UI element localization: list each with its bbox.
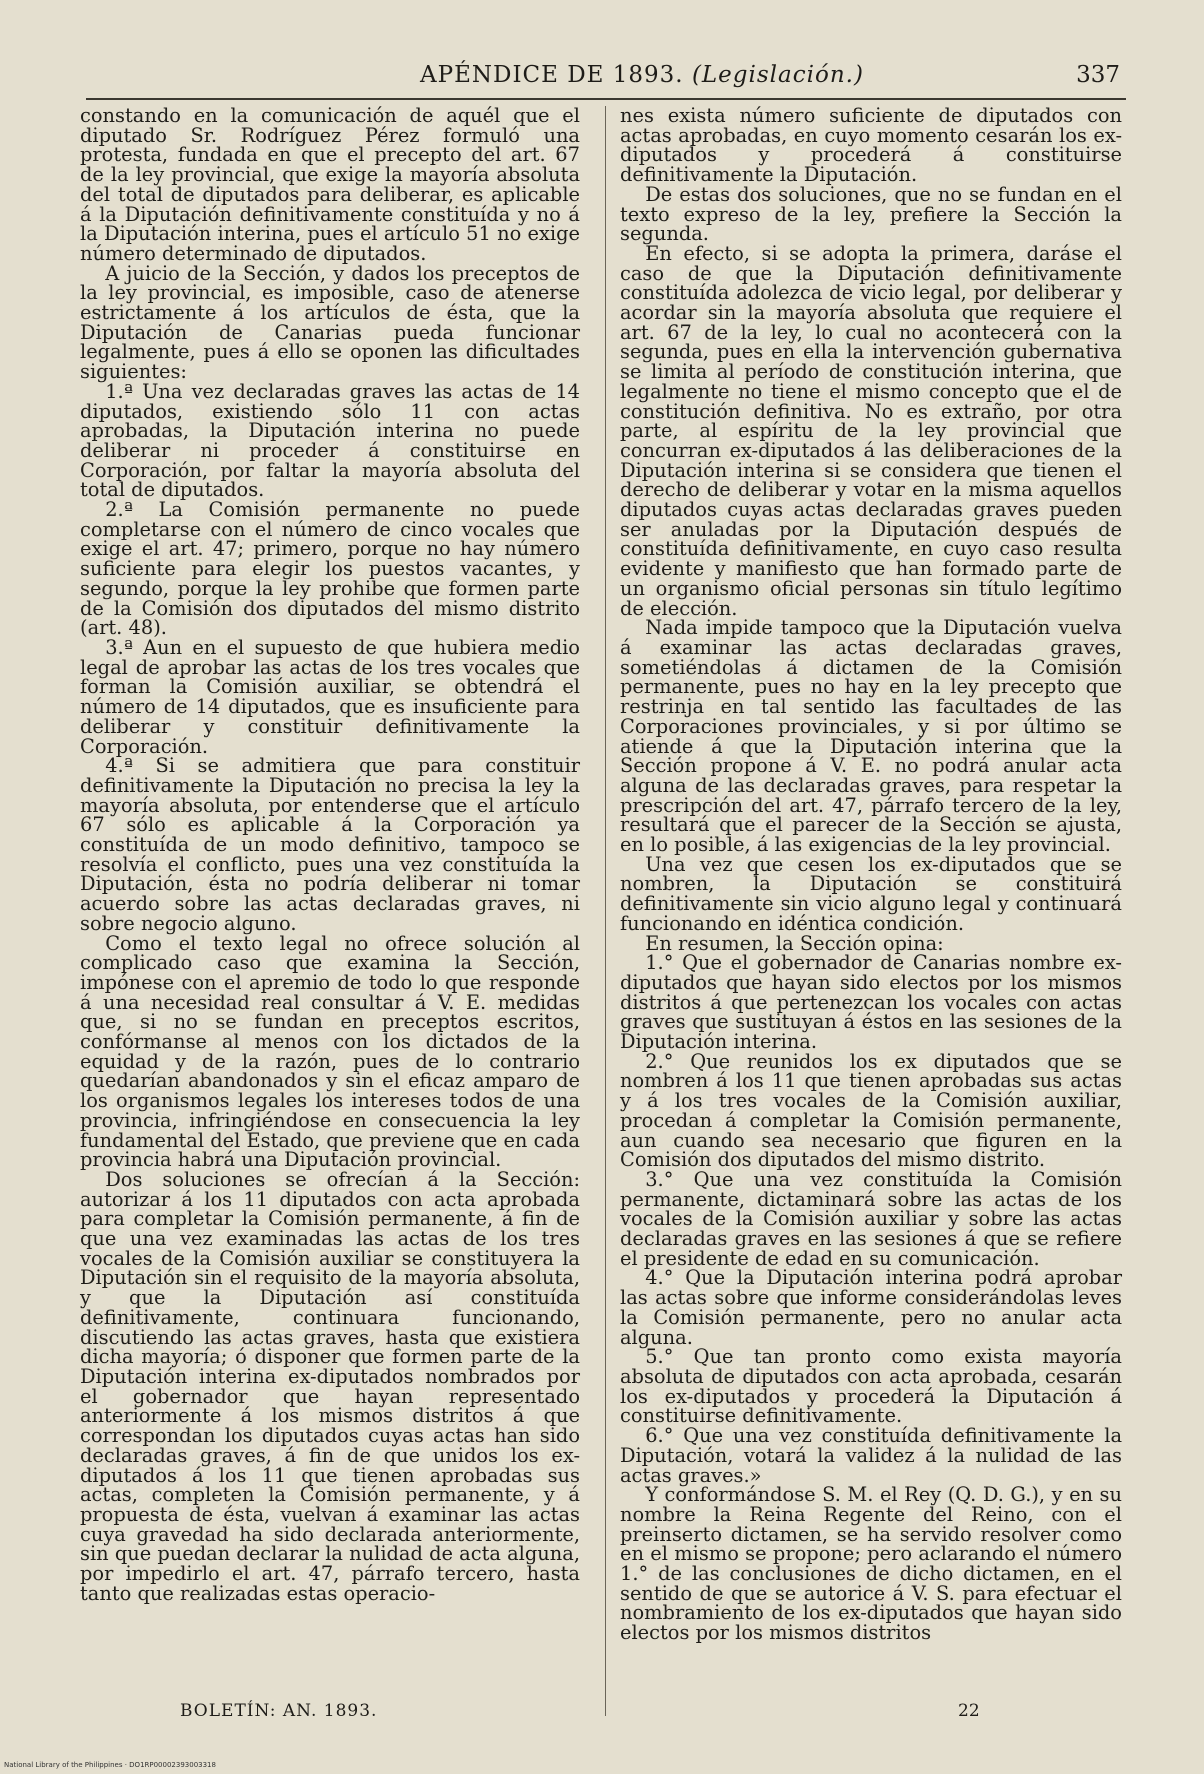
paragraph: 5.° Que tan pronto como exista mayoría absoluta de diputados con acta aprobada, cesarán los ex-diputados y procederá la Diputación á constituirse definitivamente.: [620, 1345, 1122, 1428]
library-watermark: National Library of the Philippines · DO1RP00002393003318: [4, 1761, 216, 1769]
page-header: [80, 62, 1120, 92]
paragraph: Una vez que cesen los ex-diputados que se nombren, la Diputación se constituirá definitivamente sin vicio alguno legal y continuará funcionando en idéntica condición.: [620, 852, 1122, 935]
footer-sheet-number: 22: [958, 1701, 980, 1721]
paragraph: 4.ª Si se admitiera que para constituir definitivamente la Diputación no precisa la ley la mayoría absoluta, por entenderse que el artículo 67 sólo es aplicable á la Corporación ya constituída de un modo definitivo, tampoco se resolvía el conflicto, pues una vez constituída la Diputación, ésta no podría deliberar ni tomar acuerdo sobre las actas declaradas graves, ni sobre negocio alguno.: [80, 754, 580, 935]
running-head-title: APÉNDICE DE 1893.: [420, 62, 684, 88]
paragraph: Nada impide tampoco que la Diputación vuelva á examinar las actas declaradas graves, sometiéndolas á dictamen de la Comisión permanente, pues no hay en la ley precepto que restrinja en tal sentido las facultades de las Corporaciones provinciales, y si por último se atiende á que la Diputación interina que la Sección propone á V. E. no podrá anular acta alguna de las declaradas graves, para respetar la prescripción del art. 47, párrafo tercero de la ley, resultará que el parecer de la Sección se ajusta, en lo posible, á las exigencias de la ley provincial.: [620, 616, 1122, 857]
running-head: [420, 62, 864, 88]
paragraph: A juicio de la Sección, y dados los preceptos de la ley provincial, es imposible, caso de atenerse estrictamente á los artículos de ésta, que la Diputación de Canarias pueda funcionar legalmente, pues á ello se oponen las dificultades siguientes:: [80, 261, 580, 384]
paragraph: 4.° Que la Diputación interina podrá aprobar las actas sobre que informe considerándolas leves la Comisión permanente, pero no anular acta alguna.: [620, 1266, 1122, 1349]
paragraph: En efecto, si se adopta la primera, daráse el caso de que la Diputación definitivamente constituída adolezca de vicio legal, por deliberar y acordar sin la mayoría absoluta que requiere el art. 67 de la ley, lo cual no acontecerá con la segunda, pues en ella la intervención gubernativa se limita al período de constitución interina, que legalmente no tiene el mismo concepto que el de constitución definitiva. No es extraño, por otra parte, al espíritu de la ley provincial que concurran ex-diputados á las deliberaciones de la Diputación interina si se considera que tienen el derecho de deliberar y votar en la misma aquellos diputados cuyas actas declaradas graves pueden ser anuladas por la Diputación después de constituída definitivamente, en cuyo caso resulta evidente y manifiesto que han formado parte de un organismo oficial personas sin título legítimo de elección.: [620, 241, 1122, 620]
paragraph: 2.° Que reunidos los ex diputados que se nombren á los 11 que tienen aprobadas sus actas y á los tres vocales de la Comisión auxiliar, procedan á completar la Comisión permanente, aun cuando sea necesario que figuren en la Comisión dos diputados del mismo distrito.: [620, 1049, 1122, 1172]
paragraph: Como el texto legal no ofrece solución al complicado caso que examina la Sección, impónese con el apremio de todo lo que responde á una necesidad real consultar á V. E. medidas que, si no se fundan en preceptos escritos, confórmanse al menos con los dictados de la equidad y de la razón, pues de lo contrario quedarían abandonados y sin el eficaz amparo de los organismos legales los intereses todos de una provincia, infringiéndose en consecuencia la ley fundamental del Estado, que previene que en cada provincia habrá una Diputación provincial.: [80, 931, 580, 1172]
running-head-section: (Legislación.): [691, 62, 864, 88]
paragraph: 2.ª La Comisión permanente no puede completarse con el número de cinco vocales que exige el art. 47; primero, porque no hay número suficiente para elegir los puestos vacantes, y segundo, porque la ley prohibe que formen parte de la Comisión dos diputados del mismo distrito (art. 48).: [80, 498, 580, 640]
paragraph: 1.ª Una vez declaradas graves las actas de 14 diputados, existiendo sólo 11 con actas aprobadas, la Diputación interina no puede deliberar ni proceder á constituirse en Corporación, por faltar la mayoría absoluta del total de diputados.: [80, 379, 580, 502]
header-rule: [86, 98, 1126, 100]
left-column: [80, 106, 580, 1603]
paragraph: 3.° Que una vez constituída la Comisión permanente, dictaminará sobre las actas de los vocales de la Comisión auxiliar y sobre las actas declaradas graves en las sesiones á que se refiere el presidente de edad en su comunicación.: [620, 1167, 1122, 1270]
paragraph: 1.° Que el gobernador de Canarias nombre ex-diputados que hayan sido electos por los mismos distritos á que pertenezcan los vocales con actas graves que sustituyan á éstos en las sesiones de la Diputación interina.: [620, 951, 1122, 1054]
column-separator: [605, 106, 606, 1716]
page-number: 337: [1076, 62, 1120, 88]
paragraph: 6.° Que una vez constituída definitivamente la Diputación, votará la validez á la nulidad de las actas graves.»: [620, 1424, 1122, 1487]
paragraph: 3.ª Aun en el supuesto de que hubiera medio legal de aprobar las actas de los tres vocales que forman la Comisión auxiliar, se obtendrá el número de 14 diputados, que es insuficiente para deliberar y constituir definitivamente la Corporación.: [80, 635, 580, 758]
paragraph: constando en la comunicación de aquél que el diputado Sr. Rodríguez Pérez formuló una protesta, fundada en que el precepto del art. 67 de la ley provincial, que exige la mayoría absoluta del total de diputados para deliberar, es aplicable á la Diputación definitivamente constituída y no á la Diputación interina, pues el artículo 51 no exige número determinado de diputados.: [80, 104, 580, 265]
paragraph: De estas dos soluciones, que no se fundan en el texto expreso de la ley, prefiere la Sección la segunda.: [620, 182, 1122, 246]
paragraph: En resumen, la Sección opina:: [645, 931, 944, 955]
footer-signature: BOLETÍN: AN. 1893.: [180, 1701, 378, 1721]
paragraph: nes exista número suficiente de diputados con actas aprobadas, en cuyo momento cesarán los ex-diputados y procederá á constituirse definitivamente la Diputación.: [620, 104, 1122, 187]
paragraph: Dos soluciones se ofrecían á la Sección: autorizar á los 11 diputados con acta aprobada para completar la Comisión permanente, á fin de que una vez examinadas las actas de los tres vocales de la Comisión auxiliar se constituyera la Diputación sin el requisito de la mayoría absoluta, y que la Diputación así constituída definitivamente, continuara funcionando, discutiendo las actas graves, hasta que existiera dicha mayoría; ó disponer que formen parte de la Diputación interina ex-diputados nombrados por el gobernador que hayan representado anteriormente á los mismos distritos á que correspondan los diputados cuyas actas han sido declaradas graves, á fin de que unidos los ex-diputados á los 11 que tienen aprobadas sus actas, completen la Comisión permanente, y á propuesta de ésta, vuelvan á examinar las actas cuya gravedad ha sido declarada anteriormente, sin que puedan declarar la nulidad de acta alguna, por impedirlo el art. 47, párrafo tercero, hasta tanto que realizadas estas operacio-: [80, 1167, 580, 1605]
paragraph: Y conformándose S. M. el Rey (Q. D. G.), y en su nombre la Reina Regente del Reino, con el preinserto dictamen, se ha servido resolver como en el mismo se propone; pero aclarando el número 1.° de las conclusiones de dicho dictamen, en el sentido de que se autorice á V. S. para efectuar el nombramiento de los ex-diputados que hayan sido electos por los mismos distritos: [620, 1483, 1122, 1645]
right-column: [620, 106, 1122, 1643]
